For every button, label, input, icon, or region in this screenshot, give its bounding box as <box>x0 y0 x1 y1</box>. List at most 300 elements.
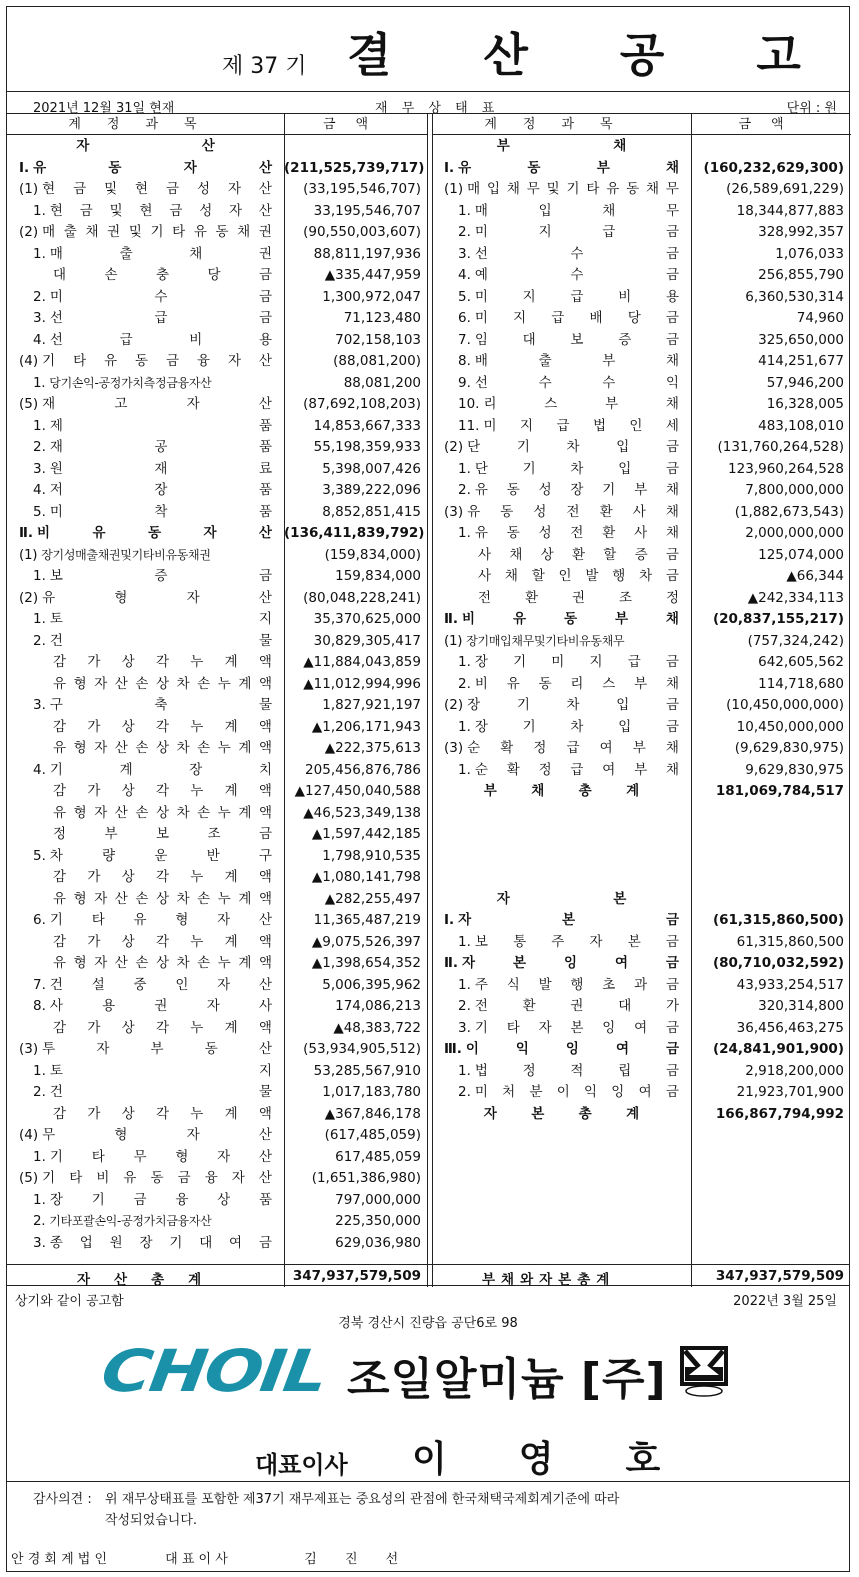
account-name: 법 정 적 립 금 <box>474 1062 679 1079</box>
amount-value: 9,629,830,975 <box>745 761 844 778</box>
account-label <box>444 738 679 760</box>
account-number: 2. <box>33 1213 46 1229</box>
account-name: 건 물 <box>49 632 272 649</box>
account-name: 자 본 총 계 <box>483 1105 640 1122</box>
table-row <box>432 523 851 545</box>
table-row <box>7 652 427 674</box>
account-name: 비 유 동 리 스 부 채 <box>474 675 679 692</box>
amount-value: ▲1,080,141,798 <box>311 869 421 885</box>
account-label <box>478 566 679 588</box>
account-label <box>53 953 272 975</box>
account-name: 자 본 <box>496 890 627 907</box>
account-number: 2. <box>458 998 471 1014</box>
table-row <box>7 158 427 180</box>
account-label <box>33 480 272 502</box>
liabilities-equity-column <box>432 136 851 1125</box>
table-row <box>432 846 851 868</box>
total-assets-label: 자산총계 <box>77 1272 226 1288</box>
account-name: 미 수 금 <box>49 288 272 305</box>
account-name: 건 설 중 인 자 산 <box>49 976 272 993</box>
account-number: 1. <box>33 202 46 219</box>
amount-value: (80,710,032,592) <box>712 955 844 971</box>
account-name: 사 채 상 환 할 증 금 <box>478 546 679 563</box>
table-row <box>432 244 851 266</box>
account-label <box>458 416 679 438</box>
total-assets-amount: 347,937,579,509 <box>292 1268 421 1284</box>
account-name: 장 기 차 입 금 <box>467 697 679 713</box>
account-label <box>458 975 679 997</box>
account-name: 기 계 장 치 <box>49 761 272 778</box>
account-name: 전 환 권 대 가 <box>474 998 679 1014</box>
account-name: 순 확 정 급 여 부 채 <box>467 740 679 756</box>
account-label <box>33 996 272 1018</box>
account-label <box>444 179 679 201</box>
table-row <box>7 308 427 330</box>
account-label <box>33 760 272 782</box>
amount-value: (136,411,839,792) <box>284 525 425 541</box>
table-row <box>7 373 427 395</box>
account-label <box>458 996 679 1018</box>
amount-value: (1,651,386,980) <box>311 1170 421 1186</box>
account-label <box>53 652 272 674</box>
account-number: 7. <box>458 331 471 348</box>
account-name: 기 타 유 형 자 산 <box>49 912 272 928</box>
account-label <box>484 1104 639 1126</box>
amount-value: 702,158,103 <box>335 331 421 348</box>
account-name: 감 가 상 각 누 계 액 <box>53 654 272 670</box>
account-label <box>53 803 272 825</box>
table-row <box>432 996 851 1018</box>
amount-value: (9,629,830,975) <box>734 740 844 756</box>
column-divider <box>432 1265 433 1287</box>
table-row <box>432 717 851 739</box>
amount-value: 5,398,007,426 <box>322 460 421 477</box>
account-number: 3. <box>33 697 46 713</box>
table-row <box>7 1147 427 1169</box>
table-row <box>7 416 427 438</box>
account-name: 매 출 채 권 <box>49 245 272 262</box>
account-name: 기타포괄손익-공정가치금융자산 <box>49 1214 212 1228</box>
account-number: 8. <box>458 353 471 369</box>
amount-value: (33,195,546,707) <box>303 181 421 197</box>
as-of-date: 2021년 12월 31일 현재 <box>33 101 175 116</box>
table-row <box>432 545 851 567</box>
account-name: 배 출 부 채 <box>474 353 679 369</box>
table-row <box>432 502 851 524</box>
table-row <box>7 760 427 782</box>
account-label <box>458 1061 679 1083</box>
table-row <box>7 803 427 825</box>
table-row <box>432 609 851 631</box>
account-label <box>458 265 679 287</box>
amount-value: 33,195,546,707 <box>313 202 421 219</box>
account-label <box>33 287 272 309</box>
account-number: (2) <box>444 439 464 455</box>
account-label <box>33 631 272 653</box>
account-name: 기 타 무 형 자 산 <box>49 1148 272 1165</box>
account-number: (3) <box>19 1041 39 1057</box>
account-number: 1. <box>458 202 471 219</box>
table-row <box>7 480 427 502</box>
table-row <box>7 695 427 717</box>
amount-value: 6,360,530,314 <box>745 288 844 305</box>
account-label <box>458 652 679 674</box>
amount-value: (90,550,003,607) <box>303 224 421 240</box>
account-number: 1. <box>458 654 471 670</box>
amount-value: 88,811,197,936 <box>313 245 421 262</box>
amount-value: 7,800,000,000 <box>745 482 844 498</box>
table-row <box>7 394 427 416</box>
amount-value: 629,036,980 <box>335 1234 421 1251</box>
account-number: 1. <box>33 417 46 434</box>
table-row <box>7 738 427 760</box>
amount-value: ▲46,523,349,138 <box>303 804 421 821</box>
table-row <box>7 179 427 201</box>
amount-value: 21,923,701,900 <box>736 1084 844 1100</box>
account-number: (3) <box>444 503 464 520</box>
account-label <box>497 889 627 911</box>
account-name: 유 동 성 전 환 사 채 <box>467 503 679 520</box>
amount-value: 74,960 <box>796 310 844 326</box>
table-row <box>7 201 427 223</box>
account-name: 장 기 차 입 금 <box>474 718 679 735</box>
column-divider <box>691 1265 692 1287</box>
account-number: 5. <box>458 288 471 305</box>
account-name: 유 동 부 채 <box>458 159 679 176</box>
amount-value: 3,389,222,096 <box>322 482 421 498</box>
account-number: 9. <box>458 374 471 391</box>
amount-value: 642,605,562 <box>758 654 844 670</box>
table-row <box>7 1018 427 1040</box>
audit-label: 감사의견 : <box>33 1492 92 1507</box>
table-row <box>432 1018 851 1040</box>
account-name: 감 가 상 각 누 계 액 <box>53 1019 272 1036</box>
amount-value: 61,315,860,500 <box>736 933 844 950</box>
account-name: 유 동 성 전 환 사 채 <box>474 525 679 541</box>
account-name: 토 지 <box>49 611 272 627</box>
account-label <box>33 330 272 352</box>
account-label <box>53 1104 272 1126</box>
table-row <box>7 1039 427 1061</box>
amount-value: ▲48,383,722 <box>333 1019 421 1036</box>
table-row <box>432 1061 851 1083</box>
account-label <box>444 953 679 975</box>
account-label <box>33 695 272 717</box>
account-label <box>458 330 679 352</box>
account-name: 대 손 충 당 금 <box>53 267 272 283</box>
account-name: 선 수 수 익 <box>474 374 679 391</box>
table-row <box>7 932 427 954</box>
account-label <box>33 308 272 330</box>
amount-value: (26,589,691,229) <box>726 181 844 197</box>
account-number: 1. <box>33 245 46 262</box>
account-number: 1. <box>458 933 471 950</box>
table-row <box>432 932 851 954</box>
account-label <box>53 265 272 287</box>
account-label <box>53 932 272 954</box>
audit-text-line1: 위 재무상태표를 포함한 제37기 재무제표는 중요성의 관점에 한국채택국제회계기준에 따라 <box>105 1492 620 1507</box>
table-row <box>432 824 851 846</box>
account-label <box>458 459 679 481</box>
account-name: 장 기 미 지 급 금 <box>474 654 679 670</box>
account-name: 감 가 상 각 누 계 액 <box>53 1105 272 1122</box>
amount-value: (10,450,000,000) <box>726 697 844 713</box>
table-row <box>432 695 851 717</box>
account-number: 1. <box>33 1062 46 1079</box>
account-number: 4. <box>33 482 46 498</box>
table-row <box>432 1039 851 1061</box>
table-row <box>432 330 851 352</box>
announcement-frame <box>6 6 850 1572</box>
account-label <box>53 867 272 889</box>
account-number: 4. <box>33 761 46 778</box>
account-label <box>478 588 679 610</box>
amount-value: 205,456,876,786 <box>305 761 421 778</box>
header-amount-right: 금액 <box>691 114 851 135</box>
table-row <box>432 459 851 481</box>
account-label <box>458 1018 679 1040</box>
amount-value: (53,934,905,512) <box>303 1041 421 1057</box>
table-row <box>7 1211 427 1233</box>
amount-value: 53,285,567,910 <box>313 1062 421 1079</box>
account-name: 선 수 금 <box>474 245 679 262</box>
account-name: 제 품 <box>49 417 272 434</box>
account-number: (1) <box>19 546 38 563</box>
amount-value: 16,328,005 <box>766 396 844 412</box>
amount-value: ▲1,398,654,352 <box>311 955 421 971</box>
account-name: 유 형 자 산 <box>42 589 272 606</box>
amount-value: (131,760,264,528) <box>717 439 844 455</box>
balance-sheet-table <box>7 113 849 1269</box>
account-label <box>458 674 679 696</box>
account-label <box>19 1125 272 1147</box>
account-number: (4) <box>19 353 39 369</box>
account-number: 3. <box>33 460 46 477</box>
account-label <box>53 824 272 846</box>
account-name: 토 지 <box>49 1062 272 1079</box>
company-logo <box>97 1337 747 1405</box>
table-row <box>432 1104 851 1126</box>
ceo-title: 대표이사 <box>255 1451 348 1479</box>
account-name: 건 물 <box>49 1084 272 1100</box>
account-name: 유 형 자 산 손 상 차 손 누 계 액 <box>53 740 272 756</box>
logo-latin-text: CHOIL <box>97 1337 330 1405</box>
table-row <box>432 781 851 803</box>
table-row <box>7 545 427 567</box>
account-number: (2) <box>444 697 464 713</box>
account-label <box>33 566 272 588</box>
account-label <box>33 244 272 266</box>
amount-value: 320,314,800 <box>758 998 844 1014</box>
account-name: 기 타 자 본 잉 여 금 <box>474 1019 679 1036</box>
header-account-left: 계정과목 <box>7 114 284 135</box>
amount-value: ▲66,344 <box>786 568 844 584</box>
table-row <box>7 1233 427 1255</box>
account-label <box>484 781 639 803</box>
account-number: 1. <box>458 525 471 541</box>
account-label <box>33 1061 272 1083</box>
account-name: 보 증 금 <box>49 568 272 584</box>
amount-value: 125,074,000 <box>758 546 844 563</box>
account-label <box>33 1233 272 1255</box>
auditor-name: 김 진 선 <box>304 1552 411 1567</box>
account-name: 유 동 자 산 <box>33 159 272 176</box>
account-number: 2. <box>458 482 471 498</box>
account-number: 1. <box>33 1148 46 1165</box>
account-label <box>53 674 272 696</box>
account-name: 예 수 금 <box>474 267 679 283</box>
account-number: 2. <box>458 224 471 240</box>
account-name: 미 처 분 이 익 잉 여 금 <box>474 1084 679 1100</box>
account-name: 재 공 품 <box>49 439 272 455</box>
table-row <box>7 717 427 739</box>
logo-korean-text: 조일알미늄 [주] <box>347 1354 667 1405</box>
amount-value: 325,650,000 <box>758 331 844 348</box>
account-number: 1. <box>33 611 46 627</box>
account-label <box>33 1211 272 1233</box>
account-name: 무 형 자 산 <box>42 1127 272 1143</box>
amount-value: ▲222,375,613 <box>324 740 421 756</box>
table-row <box>432 631 851 653</box>
table-row <box>7 222 427 244</box>
account-number: (5) <box>19 1170 39 1186</box>
amount-value: ▲367,846,178 <box>324 1105 421 1122</box>
account-name: 투 자 부 동 산 <box>42 1041 272 1057</box>
account-number: 4. <box>458 267 471 283</box>
account-name: 유 형 자 산 손 상 차 손 누 계 액 <box>53 955 272 971</box>
account-number: (4) <box>19 1127 39 1143</box>
table-row <box>432 588 851 610</box>
statement-name: 재 무 상 태 표 <box>375 101 500 116</box>
amount-value: (757,324,242) <box>747 632 844 649</box>
account-name: 비 유 동 부 채 <box>462 611 679 627</box>
account-label <box>33 502 272 524</box>
account-name: 기 타 비 유 동 금 융 자 산 <box>42 1170 272 1186</box>
amount-value: (87,692,108,203) <box>303 396 421 412</box>
account-number: 2. <box>33 1084 46 1100</box>
account-name: 단 기 차 입 금 <box>474 460 679 477</box>
amount-value: 55,198,359,933 <box>313 439 421 455</box>
header-account-right: 계정과목 <box>432 114 691 135</box>
amount-value: ▲282,255,497 <box>324 890 421 907</box>
account-name: 감 가 상 각 누 계 액 <box>53 718 272 735</box>
account-number: 10. <box>458 396 480 412</box>
amount-value: (24,841,901,900) <box>712 1041 844 1057</box>
amount-value: (617,485,059) <box>324 1127 421 1143</box>
account-label <box>19 158 272 180</box>
account-number: 2. <box>33 632 46 649</box>
account-number: 2. <box>33 288 46 305</box>
account-label <box>33 459 272 481</box>
account-name: 현 금 및 현 금 성 자 산 <box>42 181 272 197</box>
amount-value: (61,315,860,500) <box>712 912 844 928</box>
account-number: (5) <box>19 396 39 412</box>
account-label <box>458 308 679 330</box>
account-label <box>53 781 272 803</box>
table-row <box>432 201 851 223</box>
account-label <box>444 910 679 932</box>
table-row <box>7 975 427 997</box>
account-name: 장 기 금 융 상 품 <box>49 1191 272 1208</box>
account-number: (3) <box>444 740 464 756</box>
account-name: 단 기 차 입 금 <box>467 439 679 455</box>
account-name: 장기매입채무및기타비유동채무 <box>466 633 625 648</box>
assets-column <box>7 136 427 1254</box>
account-number: (2) <box>19 589 39 606</box>
amount-value: 57,946,200 <box>766 374 844 391</box>
account-label <box>33 1190 272 1212</box>
account-number: 11. <box>458 417 480 434</box>
account-name: 저 장 품 <box>49 482 272 498</box>
table-row <box>432 287 851 309</box>
account-label <box>458 1082 679 1104</box>
totals-row <box>7 1264 849 1286</box>
account-label <box>458 394 679 416</box>
account-name: 사 채 할 인 발 행 차 금 <box>478 568 679 584</box>
amount-value: 797,000,000 <box>335 1191 421 1208</box>
amount-value: 256,855,790 <box>758 267 844 283</box>
account-number: Ⅲ. <box>444 1041 462 1057</box>
account-label <box>444 609 679 631</box>
table-row <box>432 416 851 438</box>
account-name: 미 지 급 법 인 세 <box>483 417 679 434</box>
account-number: 4. <box>33 331 46 348</box>
account-name: 미 지 급 배 당 금 <box>474 310 679 326</box>
account-number: Ⅰ. <box>444 912 455 928</box>
table-row <box>432 351 851 373</box>
account-number: 6. <box>33 912 46 928</box>
account-name: 미 지 급 비 용 <box>474 288 679 305</box>
account-name: 재 고 자 산 <box>42 396 272 412</box>
account-number: 2. <box>458 675 471 692</box>
account-number: 1. <box>458 761 471 778</box>
account-label <box>33 373 272 395</box>
company-seal-icon <box>679 1345 729 1397</box>
account-label <box>458 717 679 739</box>
amount-value: ▲11,884,043,859 <box>303 654 421 670</box>
table-row <box>7 330 427 352</box>
table-row <box>7 287 427 309</box>
account-number: 3. <box>33 1234 46 1251</box>
account-name: 감 가 상 각 누 계 액 <box>53 783 272 799</box>
account-label <box>33 846 272 868</box>
account-name: 사 용 권 자 사 <box>49 998 272 1014</box>
amount-value: 18,344,877,883 <box>736 202 844 219</box>
account-number: (1) <box>444 632 463 649</box>
fiscal-period: 제 37 기 <box>222 54 307 79</box>
account-label <box>19 179 272 201</box>
table-row <box>432 975 851 997</box>
table-row <box>7 1125 427 1147</box>
account-label <box>33 609 272 631</box>
account-name: 매 입 채 무 및 기 타 유 동 채 무 <box>467 181 679 197</box>
column-divider <box>427 1265 428 1287</box>
account-name: 보 통 주 자 본 금 <box>474 933 679 950</box>
account-name: 미 착 품 <box>49 503 272 520</box>
header-amount-left: 금액 <box>284 114 427 135</box>
amount-value: (88,081,200) <box>333 353 421 369</box>
table-row <box>432 566 851 588</box>
amount-value: ▲9,075,526,397 <box>311 933 421 950</box>
amount-value: 1,827,921,197 <box>322 697 421 713</box>
table-row <box>7 265 427 287</box>
account-label <box>444 502 679 524</box>
account-number: 6. <box>458 310 471 326</box>
page-title: 결 산 공 고 <box>347 28 839 82</box>
account-label <box>19 588 272 610</box>
table-row <box>7 781 427 803</box>
account-label <box>458 287 679 309</box>
